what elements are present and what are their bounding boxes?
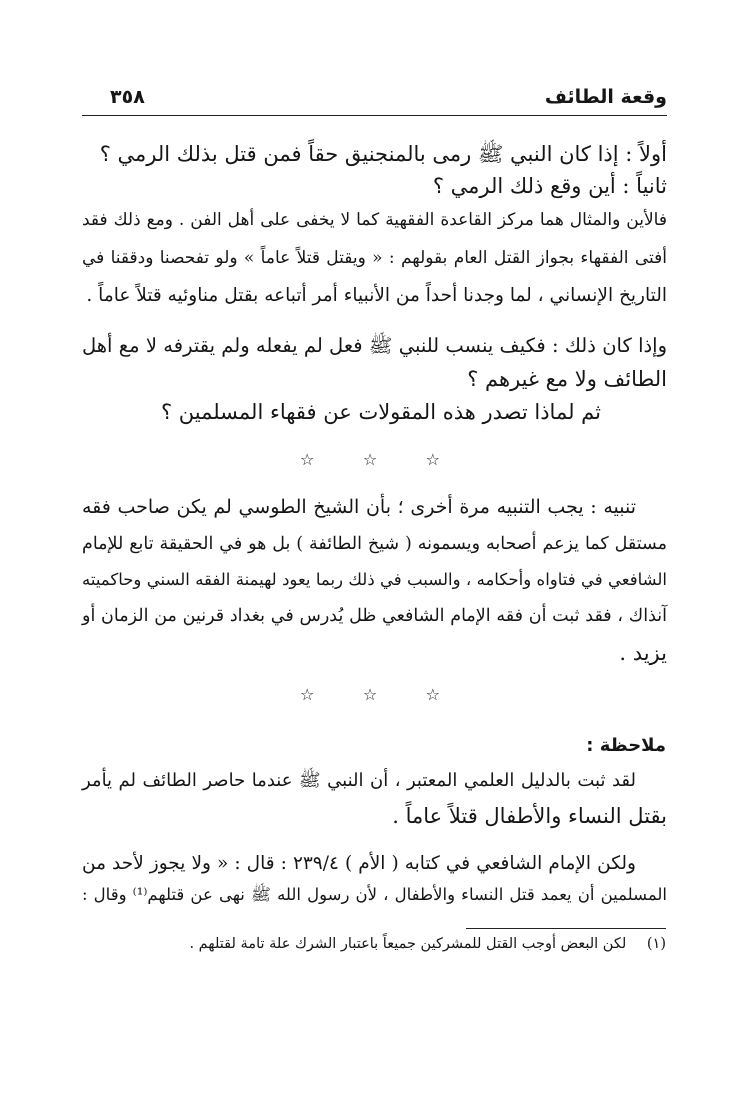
star-icon: ☆: [362, 685, 378, 704]
running-header: [82, 82, 667, 112]
text-line: لقد ثبت بالدليل العلمي المعتبر ، أن النبي ﷺ عندما حاصر الطائف لم يأمر: [82, 770, 636, 791]
page-number: ٣٥٨: [110, 86, 145, 108]
text-line: آنذاك ، فقد ثبت أن فقه الإمام الشافعي ظل يُدرس في بغداد قرنين من الزمان أو: [82, 606, 667, 626]
text-line: أولاً : إذا كان النبي ﷺ رمى بالمنجنيق حقاً فمن قتل بذلك الرمي ؟: [99, 142, 667, 166]
text-line: فالأين والمثال هما مركز القاعدة الفقهية كما لا يخفى على أهل الفن . ومع ذلك فقد: [82, 210, 667, 230]
text-line: ولكن الإمام الشافعي في كتابه ( الأم ) ٢٣٩/٤ : قال : « ولا يجوز لأحد من: [82, 853, 636, 874]
text-line: وإذا كان ذلك : فكيف ينسب للنبي ﷺ فعل لم يفعله ولم يقترفه لا مع أهل: [82, 334, 667, 357]
footnote: [189, 936, 666, 952]
footnote-text: لكن البعض أوجب القتل للمشركين جميعاً باعتبار الشرك علة تامة لقتلهم .: [189, 936, 627, 952]
text-line: الطائف ولا مع غيرهم ؟: [467, 367, 667, 391]
section-separator: [300, 685, 440, 704]
text-line: يزيد .: [619, 641, 667, 665]
section-separator: [300, 450, 440, 469]
star-icon: ☆: [425, 685, 440, 704]
footnote-number: (١): [646, 936, 666, 952]
star-icon: ☆: [425, 450, 440, 469]
text-line: ثانياً : أين وقع ذلك الرمي ؟: [432, 174, 667, 198]
text-line: بقتل النساء والأطفال قتلاً عاماً .: [392, 804, 667, 828]
text-line: مستقل كما يزعم أصحابه ويسمونه ( شيخ الطائفة ) بل هو في الحقيقة تابع للإمام: [82, 534, 667, 554]
text-line: تنبيه : يجب التنبيه مرة أخرى ؛ بأن الشيخ الطوسي لم يكن صاحب فقه: [82, 496, 636, 518]
text-line: المسلمين أن يعمد قتل النساء والأطفال ، لأن رسول الله ﷺ نهى عن قتلهم⁽¹⁾ وقال :: [82, 885, 667, 904]
note-heading: ملاحظة :: [586, 735, 666, 756]
star-icon: ☆: [362, 450, 378, 469]
star-icon: ☆: [300, 450, 315, 469]
text-line: التاريخ الإنساني ، لما وجدنا أحداً من الأنبياء أمر أتباعه بقتل مناوئيه قتلاً عاماً .: [86, 285, 667, 306]
star-icon: ☆: [300, 685, 315, 704]
footnote-rule: [466, 928, 666, 929]
text-line: أفتى الفقهاء بجواز القتل العام بقولهم : « ويقتل قتلاً عاماً » ولو تفحصنا ودققنا في: [82, 248, 667, 268]
header-rule: [82, 115, 667, 116]
text-line: ثم لماذا تصدر هذه المقولات عن فقهاء المسلمين ؟: [160, 400, 601, 424]
text-line: الشافعي في فتاواه وأحكامه ، والسبب في ذلك ربما يعود لهيمنة الفقه السني وحاكميته: [82, 570, 667, 589]
running-title: وقعة الطائف: [544, 86, 667, 108]
